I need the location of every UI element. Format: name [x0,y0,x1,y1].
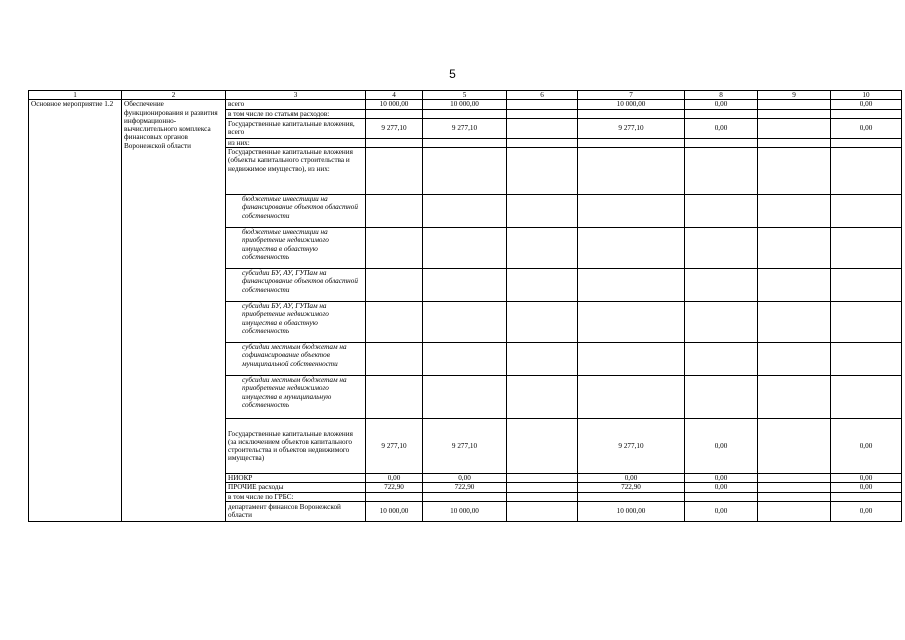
value-cell-col-7 [578,228,685,269]
value-cell-col-6 [507,100,578,109]
value-cell-col-7 [578,343,685,376]
value-cell-col-10: 0,00 [831,483,902,492]
value-cell-col-5 [423,376,507,419]
value-cell-col-9 [758,100,831,109]
value-cell-col-8 [685,109,758,118]
value-cell-col-10 [831,138,902,147]
value-cell-col-9 [758,474,831,483]
column-header: 6 [507,91,578,100]
value-cell-col-4 [366,492,423,501]
value-cell-col-6 [507,492,578,501]
row-label: всего [226,100,366,109]
value-cell-col-9 [758,118,831,138]
row-label: в том числе по ГРБС: [226,492,366,501]
value-cell-col-8: 0,00 [685,501,758,521]
value-cell-col-4 [366,228,423,269]
value-cell-col-8: 0,00 [685,483,758,492]
value-cell-col-9 [758,269,831,302]
value-cell-col-9 [758,501,831,521]
row-label: Государственные капитальные вложения (за исключением объектов капитального строительства и объектов недвижимого имущества) [226,419,366,474]
value-cell-col-7 [578,195,685,228]
value-cell-col-4 [366,138,423,147]
value-cell-col-5 [423,269,507,302]
value-cell-col-8 [685,195,758,228]
row-label: бюджетные инвестиции на приобретение недвижимого имущества в областную собственность [226,228,366,269]
value-cell-col-7 [578,109,685,118]
value-cell-col-8 [685,343,758,376]
value-cell-col-5 [423,148,507,195]
value-cell-col-10: 0,00 [831,100,902,109]
value-cell-col-8 [685,148,758,195]
value-cell-col-7 [578,148,685,195]
value-cell-col-6 [507,269,578,302]
event-name-cell: Основное мероприятие 1.2 [29,100,122,522]
value-cell-col-8 [685,376,758,419]
value-cell-col-8: 0,00 [685,419,758,474]
value-cell-col-6 [507,148,578,195]
value-cell-col-4 [366,269,423,302]
page-number: 5 [449,67,456,81]
value-cell-col-7 [578,376,685,419]
value-cell-col-4: 10 000,00 [366,501,423,521]
column-number-row [29,91,902,100]
row-label: Государственные капитальные вложения (объекты капитального строительства и недвижимое имущество), из них: [226,148,366,195]
value-cell-col-5 [423,109,507,118]
value-cell-col-8 [685,228,758,269]
value-cell-col-7 [578,269,685,302]
value-cell-col-9 [758,195,831,228]
value-cell-col-10 [831,228,902,269]
value-cell-col-10 [831,492,902,501]
value-cell-col-8: 0,00 [685,100,758,109]
column-header: 9 [758,91,831,100]
row-label: ПРОЧИЕ расходы [226,483,366,492]
value-cell-col-10: 0,00 [831,419,902,474]
value-cell-col-5 [423,302,507,343]
value-cell-col-9 [758,138,831,147]
value-cell-col-7: 10 000,00 [578,100,685,109]
value-cell-col-9 [758,376,831,419]
value-cell-col-6 [507,474,578,483]
value-cell-col-6 [507,138,578,147]
value-cell-col-7: 10 000,00 [578,501,685,521]
row-label: бюджетные инвестиции на финансирование объектов областной собственности [226,195,366,228]
value-cell-col-10 [831,269,902,302]
value-cell-col-5: 10 000,00 [423,501,507,521]
value-cell-col-6 [507,109,578,118]
value-cell-col-5 [423,195,507,228]
row-label: НИОКР [226,474,366,483]
value-cell-col-4 [366,109,423,118]
value-cell-col-9 [758,419,831,474]
value-cell-col-6 [507,343,578,376]
value-cell-col-7 [578,492,685,501]
value-cell-col-7 [578,302,685,343]
column-header: 4 [366,91,423,100]
value-cell-col-6 [507,376,578,419]
row-label: субсидии местным бюджетам на софинансирование объектов муниципальной собственности [226,343,366,376]
value-cell-col-4: 9 277,10 [366,419,423,474]
value-cell-col-9 [758,148,831,195]
column-header: 2 [122,91,226,100]
value-cell-col-10 [831,195,902,228]
value-cell-col-5 [423,228,507,269]
value-cell-col-9 [758,228,831,269]
value-cell-col-4 [366,195,423,228]
value-cell-col-7: 0,00 [578,474,685,483]
table-row [29,100,902,109]
row-label: Государственные капитальные вложения, всего [226,118,366,138]
column-header: 8 [685,91,758,100]
value-cell-col-4: 10 000,00 [366,100,423,109]
value-cell-col-9 [758,302,831,343]
value-cell-col-10 [831,302,902,343]
value-cell-col-5: 9 277,10 [423,118,507,138]
value-cell-col-8 [685,492,758,501]
value-cell-col-8 [685,138,758,147]
value-cell-col-10: 0,00 [831,474,902,483]
value-cell-col-9 [758,483,831,492]
value-cell-col-10: 0,00 [831,501,902,521]
value-cell-col-5: 9 277,10 [423,419,507,474]
value-cell-col-10 [831,376,902,419]
value-cell-col-5: 0,00 [423,474,507,483]
value-cell-col-6 [507,228,578,269]
value-cell-col-4 [366,302,423,343]
value-cell-col-5 [423,343,507,376]
value-cell-col-10 [831,148,902,195]
column-header: 3 [226,91,366,100]
value-cell-col-7: 9 277,10 [578,118,685,138]
value-cell-col-8: 0,00 [685,118,758,138]
row-label: департамент финансов Воронежской области [226,501,366,521]
value-cell-col-5 [423,492,507,501]
column-header: 1 [29,91,122,100]
event-description-cell: Обеспечение функционирования и развития информационно-вычислительного комплекса финансовых органов Воронежской области [122,100,226,522]
value-cell-col-7: 9 277,10 [578,419,685,474]
value-cell-col-7: 722,90 [578,483,685,492]
value-cell-col-4: 0,00 [366,474,423,483]
row-label: субсидии БУ, АУ, ГУПам на приобретение недвижимого имущества в областную собственность [226,302,366,343]
value-cell-col-6 [507,302,578,343]
value-cell-col-4 [366,343,423,376]
value-cell-col-9 [758,492,831,501]
column-header: 10 [831,91,902,100]
column-header: 7 [578,91,685,100]
value-cell-col-5 [423,138,507,147]
value-cell-col-6 [507,501,578,521]
value-cell-col-6 [507,419,578,474]
value-cell-col-7 [578,138,685,147]
value-cell-col-10: 0,00 [831,118,902,138]
value-cell-col-4: 722,90 [366,483,423,492]
value-cell-col-5: 722,90 [423,483,507,492]
value-cell-col-4 [366,376,423,419]
value-cell-col-4 [366,148,423,195]
value-cell-col-8 [685,302,758,343]
row-label: субсидии БУ, АУ, ГУПам на финансирование объектов областной собственности [226,269,366,302]
column-header: 5 [423,91,507,100]
row-label: из них: [226,138,366,147]
value-cell-col-10 [831,109,902,118]
value-cell-col-6 [507,195,578,228]
value-cell-col-5: 10 000,00 [423,100,507,109]
expenditure-table [28,90,902,522]
value-cell-col-6 [507,483,578,492]
value-cell-col-9 [758,343,831,376]
value-cell-col-8: 0,00 [685,474,758,483]
row-label: субсидии местным бюджетам на приобретение недвижимого имущества в муниципальную собственность [226,376,366,419]
value-cell-col-9 [758,109,831,118]
value-cell-col-6 [507,118,578,138]
value-cell-col-4: 9 277,10 [366,118,423,138]
value-cell-col-10 [831,343,902,376]
value-cell-col-8 [685,269,758,302]
row-label: в том числе по статьям расходов: [226,109,366,118]
